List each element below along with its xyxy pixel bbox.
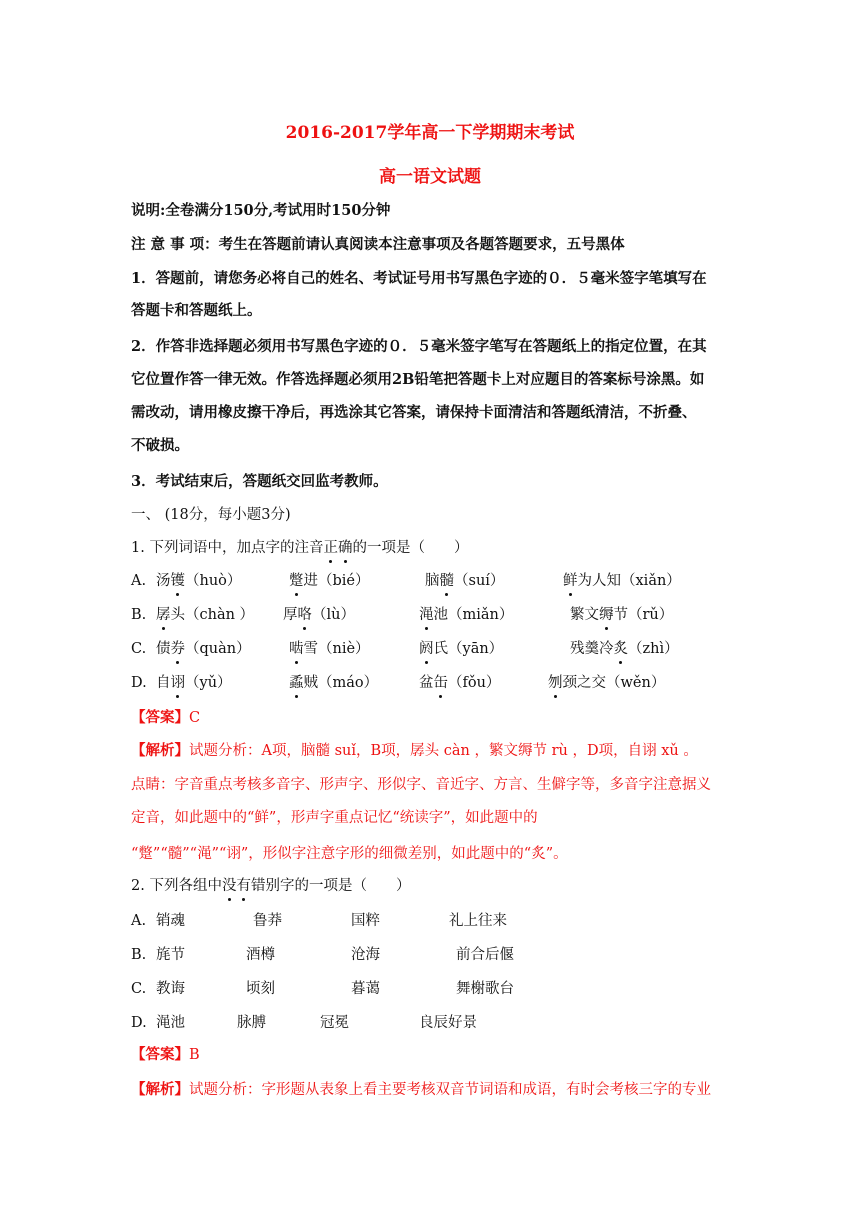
q2-option-c-item-2: 顷刻 [246,981,275,997]
q2-option-label: A. [131,913,147,929]
item-text-post: 雪（niè） [303,641,370,657]
q2-option-label: C. [131,981,147,997]
dotted-char: 蹩 [289,573,304,589]
q1-option-b-item-2 [283,605,355,625]
q2-option-a-item-3: 国粹 [351,913,380,929]
item-text-pre: 繁文 [570,607,599,623]
item-text-pre: 残羹冷 [570,641,614,657]
q1-option-d-item-4 [548,673,665,693]
dotted-char: 孱 [156,607,171,623]
item-text-post: （fǒu） [448,675,501,691]
dotted-char: 渑 [419,607,434,623]
question-2-answer [131,1045,200,1065]
item-text-post: 池（miǎn） [433,607,514,623]
dotted-char: 诩 [170,675,185,691]
attention-line: 注 意 事 项：考生在答题前请认真阅读本注意事项及各题答题要求，五号黑体 [131,236,625,253]
question-2-stem-post: 错别字的一项是（ ） [250,878,411,894]
dotted-char: 有 [236,878,251,894]
question-2-stem-pre: 2. 下列各组中 [131,878,222,894]
q2-option-c-item-3: 暮蔼 [351,981,380,997]
dotted-char: 镬 [170,573,185,589]
question-1-stem-post: 的一项是（ ） [352,540,469,556]
item-text-pre: 债 [156,641,171,657]
q2-option-d-item-1: 渑池 [156,1015,185,1031]
note-item-1-line-1: 1．答题前，请您务必将自己的姓名、考试证号用书写黑色字迹的０．５毫米签字笔填写在 [131,270,707,287]
q2-option-label: D. [131,1015,147,1031]
q2-option-c-item-1: 教诲 [156,981,185,997]
q1-option-b-item-4 [570,605,673,625]
item-text-post: （yǔ） [185,675,232,691]
q2-option-a-item-4: 礼上往来 [449,913,507,929]
analysis-text: 试题分析：字形题从表象上看主要考核 [189,1082,436,1098]
dotted-char: 缛 [599,607,614,623]
section-heading: 一、 (18分，每小题3分) [131,507,291,523]
analysis-tag: 【解析】 [131,1081,189,1098]
q1-option-b-item-3 [419,605,513,625]
note-item-3: 3．考试结束后，答题纸交回监考教师。 [131,473,388,490]
dotted-char: 咯 [297,607,312,623]
q1-option-a-item-3 [425,571,504,591]
item-text-post: 头（chàn ） [170,607,255,623]
q2-option-b-item-4: 前合后偃 [456,947,514,963]
q1-option-c-item-4 [570,639,679,659]
item-text-pre: 盆 [419,675,434,691]
q1-option-label: A. [131,573,147,589]
analysis-text: 试题分析：A项，脑髓 suǐ，B项，孱头 càn ，繁文缛节 rù ，D项，自诩 xǔ 。 [189,743,698,759]
question-1-analysis-line-2: 点睛：字音重点考核多音字、形声字、形似字、音近字、方言、生僻字等，多音字注意据义 [131,777,711,793]
note-item-2-line-2: 它位置作答一律无效。作答选择题必须用2B铅笔把答题卡上对应题目的答案标号涂黑。如 [131,371,705,388]
item-text-post: 为人知（xiǎn） [577,573,681,589]
item-text-post: 颈之交（wěn） [562,675,666,691]
item-text-pre: 脑 [425,573,440,589]
q1-option-a-item-2 [289,571,370,591]
q1-option-d-item-2 [289,673,378,693]
item-text-post: 节（rǔ） [613,607,674,623]
q2-option-b-item-2: 酒樽 [246,947,275,963]
item-text-post: （suí） [454,573,505,589]
item-text-post: （quàn） [185,641,251,657]
q1-option-label: B. [131,607,147,623]
item-text-post: 进（bié） [303,573,370,589]
note-item-1-line-2: 答题卡和答题纸上。 [131,302,262,319]
q1-option-label: C. [131,641,147,657]
question-2-stem-dotted [222,878,251,894]
analysis-tag: 【解析】 [131,742,189,759]
exam-title: 2016-2017学年高一下学期期末考试 [285,123,575,143]
dotted-char: 刎 [548,675,563,691]
question-1-analysis-line-4: “蹩”“髓”“渑”“诩”，形似字注意字形的细微差别，如此题中的“炙”。 [131,846,568,862]
q1-option-c-item-3 [419,639,503,659]
question-1-stem-dotted [323,540,352,556]
dotted-char: 鲜 [563,573,578,589]
question-1-stem [131,538,468,558]
q1-option-label: D. [131,675,147,691]
q2-option-a-item-2: 鲁莽 [253,913,282,929]
analysis-highlight: 双音节词语和成语，有时会考核三字的专业 [435,1082,711,1098]
dotted-char: 炙 [613,641,628,657]
q2-option-c-item-4: 舞榭歌台 [456,981,514,997]
q2-option-label: B. [131,947,147,963]
dotted-char: 蟊 [289,675,304,691]
answer-tag: 【答案】 [131,1046,189,1063]
item-text-post: （huò） [185,573,242,589]
q2-option-d-item-3: 冠冕 [320,1015,349,1031]
dotted-char: 髓 [439,573,454,589]
q2-option-b-item-3: 沧海 [351,947,380,963]
q1-option-d-item-1 [156,673,232,693]
exam-subtitle: 高一语文试题 [379,167,481,187]
question-1-analysis-line-1 [131,741,698,761]
question-1-analysis-line-3: 定音，如此题中的“鲜”，形声字重点记忆“统读字”，如此题中的 [131,810,538,826]
q1-option-b-item-1 [156,605,254,625]
note-item-2-line-1: 2．作答非选择题必须用书写黑色字迹的０．５毫米签字笔写在答题纸上的指定位置，在其 [131,338,707,355]
item-text-pre: 汤 [156,573,171,589]
dotted-char: 正 [323,540,338,556]
note-item-2-line-3: 需改动，请用橡皮擦干净后，再选涂其它答案，请保持卡面清洁和答题纸清洁，不折叠、 [131,404,697,421]
dotted-char: 确 [337,540,353,556]
q1-option-a-item-1 [156,571,241,591]
item-text-post: （zhì） [628,641,679,657]
dotted-char: 券 [170,641,185,657]
answer-tag: 【答案】 [131,709,189,726]
item-text-post: 贼（máo） [303,675,379,691]
dotted-char: 阏 [419,641,434,657]
answer-value: C [189,710,201,726]
q1-option-a-item-4 [563,571,681,591]
question-2-analysis [131,1080,711,1100]
q2-option-a-item-1: 销魂 [156,913,185,929]
q1-option-c-item-2 [289,639,370,659]
item-text-pre: 厚 [283,607,298,623]
q1-option-c-item-1 [156,639,251,659]
item-text-post: 氏（yān） [433,641,504,657]
q1-option-d-item-3 [419,673,500,693]
question-1-stem-pre: 1. 下列词语中，加点字的注音 [131,540,324,556]
q2-option-d-item-2: 脉膊 [237,1015,266,1031]
question-2-stem [131,876,410,896]
answer-value: B [189,1047,200,1063]
note-item-2-line-4: 不破损。 [131,437,189,454]
item-text-pre: 自 [156,675,171,691]
q2-option-b-item-1: 旄节 [156,947,185,963]
dotted-char: 啮 [289,641,304,657]
dotted-char: 缶 [433,675,448,691]
score-line: 说明:全卷满分150分,考试用时150分钟 [131,202,391,219]
item-text-post: （lù） [312,607,355,623]
question-1-answer [131,708,200,728]
dotted-char: 没 [221,878,237,894]
q2-option-d-item-4: 良辰好景 [419,1015,477,1031]
